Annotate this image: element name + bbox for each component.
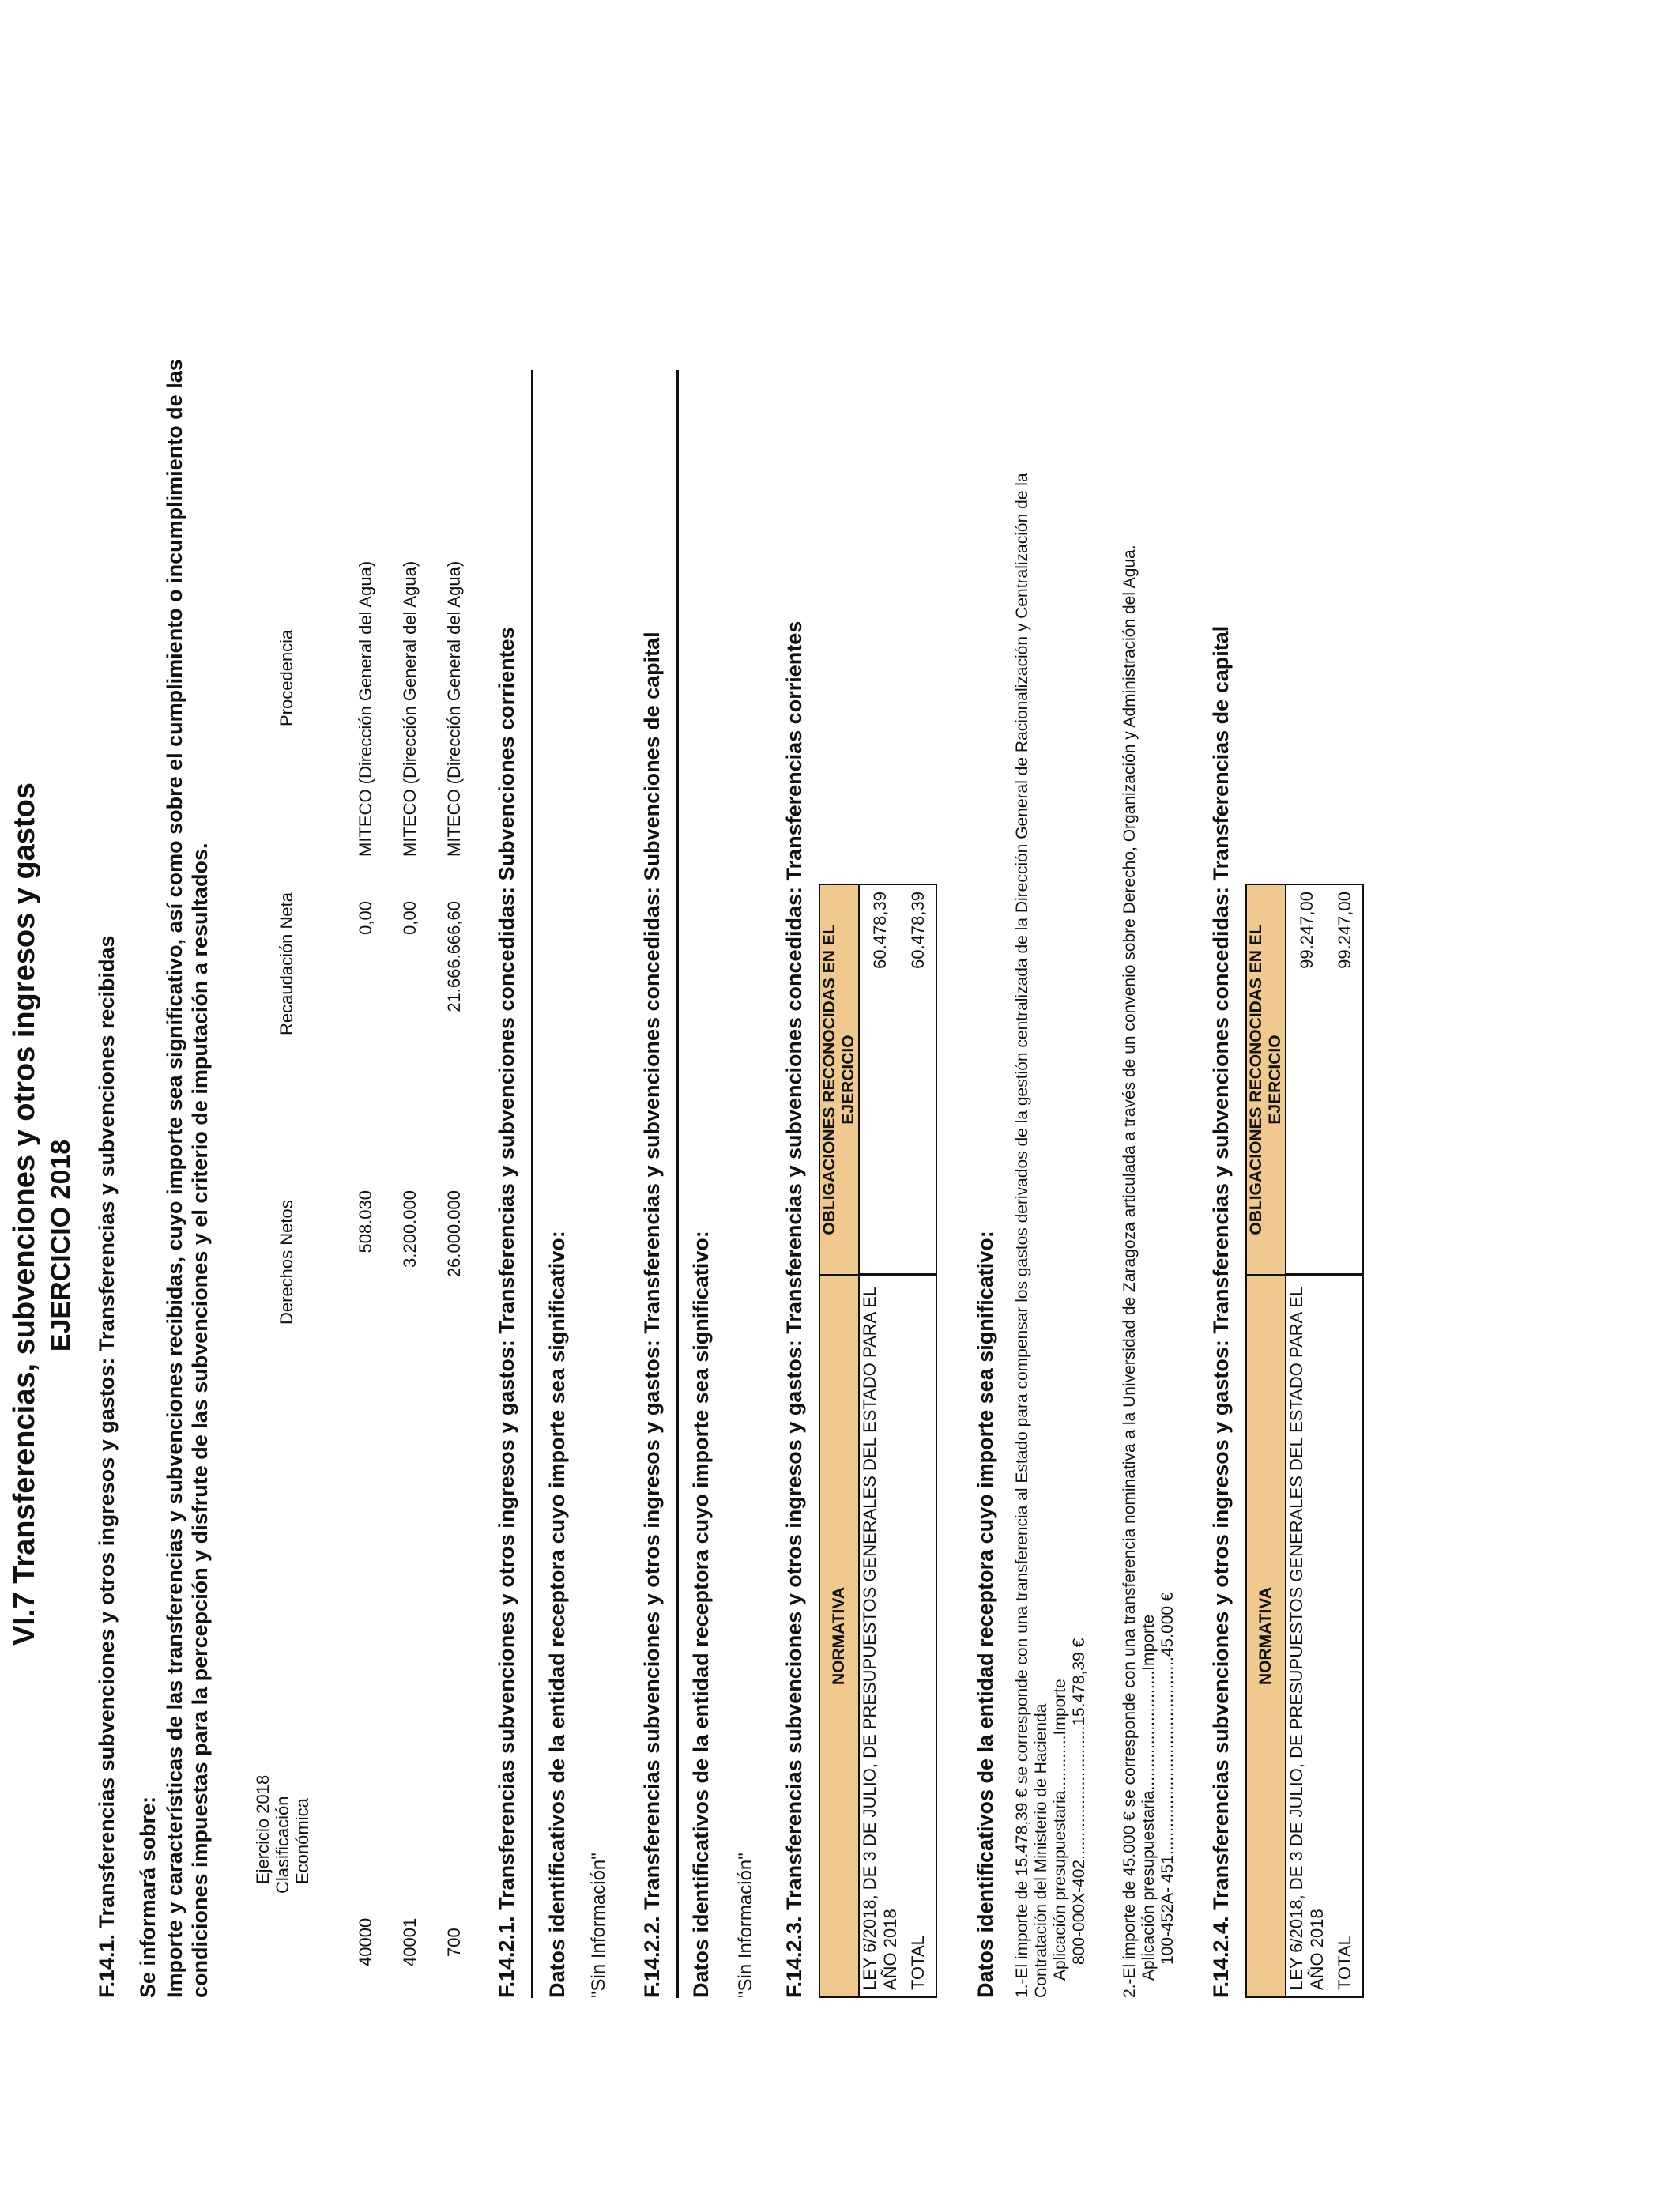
cell-importe: 60.478,39 [859,884,901,1275]
table-row [1328,884,1363,1997]
section-f1423-heading: F.14.2.3. Transferencias subvenciones y otros ingresos y gastos: Transferencias y subvenciones concedidas: Transferencias corrientes [782,620,806,1998]
col-derechos: Derechos Netos [277,1200,296,1325]
table-row [1286,884,1328,1997]
section-f1421-heading: F.14.2.1. Transferencias subvenciones y otros ingresos y gastos: Transferencias y subvenciones concedidas: Subvenciones corrientes [495,627,518,1998]
row3-derechos: 26.000.000 [444,1190,464,1278]
rotated-page: VI.7 Transferencias, subvenciones y otros ingresos y gastos EJERCICIO 2018 F.14.1. Transferencias subvenciones y otros ingresos y gastos: Transferencias y subvenciones recibidas Se informará sobre: Importe y características de las transferencias y subvenciones recibidas, cuyo importe sea significativo, así como sobre el cumplimiento o incumplimiento de las condiciones impuestas para la percepción y disfrute de las subvenciones y el criterio de imputación a resultados. Ejercicio 2018 Clasificación Económica Derechos Netos Recaudación Neta Procedencia 40000 508.030 0,00 MITECO (Dirección General del Agua) 40001 3.200.000 0,00 MITECO (Dirección General del Agua) 700 26.000.000 21.666.666,60 MITECO (Dirección General del Agua) F.14.2.1. Transferencias subvenciones y otros ingresos y gastos: Transferencias y subvenciones concedidas: Subvenciones corrientes Datos identificativos de la entidad receptora cuyo importe sea significativo: "Sin Información" F.14.2.2. Transferencias subvenciones y otros ingresos y gastos: Transferencias y subvenciones concedidas: Subvenciones de capital Datos identificativos de la entidad receptora cuyo importe sea significativo: "Sin Información" F.14.2.3. Transferencias subvenciones y otros ingresos y gastos: Transferencias y subvenciones concedidas: Transferencias corrientes NORMATIVA OBLIGACIONES RECONOCIDAS EN EL EJERCICIO LEY 6/2018, DE 3 DE JULIO, DE PRESUPUESTOS GENERALES DEL ESTADO PARA EL AÑO 2018 60.478,39 TOTAL 60.478,39 Datos identificativos de la entidad receptora cuyo importe sea significativo: 1.-El importe de 15.478,39 € se corresponde con una transferencia al Estado para compensar los gastos derivados de la gestión centralizada de la Dirección General de Racionalización y Centralización de la Contratación del Ministerio de Hacienda Aplicación presupuestaria............Importe 800-000X-402.............................15.478,39 € 2.-El importe de 45.000 € se corresponde con una transferencia nominativa a la Universidad de Zaragoza articulada a través de un convenio sobre Derecho, Organización y Administración del Agua. Aplicación presupuestaria..........................Importe 100-452A- 451...........................................45.000 € F.14.2.4. Transferencias subvenciones y otros ingresos y gastos: Transferencias y subvenciones concedidas: Transferencias de capital NORMATIVA OBLIGACIONES RECONOCIDAS EN EL EJERCICIO LEY 6/2018, DE 3 DE JULIO, DE PRESUPUESTOS GENERALES DEL ESTADO PARA EL AÑO 2018 99.247,00 TOTAL 99.247,00 [0,0,1680,2194]
row2-recaudacion: 0,00 [400,901,420,935]
section-f1422-info: "Sin Información" [735,1853,756,1998]
col-obligaciones: OBLIGACIONES RECONOCIDAS EN EL EJERCICIO [819,884,859,1275]
col-normativa: NORMATIVA [1246,1275,1286,1997]
table-transferencias-capital [1245,884,1364,1998]
table-row [859,884,901,1997]
cell-total: TOTAL [1328,1275,1363,1997]
section-f1422-heading: F.14.2.2. Transferencias subvenciones y otros ingresos y gastos: Transferencias y subvenciones concedidas: Subvenciones de capital [640,631,664,1998]
receptora-heading: Datos identificativos de la entidad receptora cuyo importe sea significativo: [974,1231,997,1998]
cell-normativa: LEY 6/2018, DE 3 DE JULIO, DE PRESUPUESTOS GENERALES DEL ESTADO PARA EL AÑO 2018 [859,1275,901,1997]
table-transferencias-corrientes [819,884,937,1998]
item1-line3: Aplicación presupuestaria............Importe [1051,1679,1069,1981]
col-obligaciones: OBLIGACIONES RECONOCIDAS EN EL EJERCICIO [1246,884,1286,1275]
col-procedencia: Procedencia [277,629,296,726]
section-f141-heading: F.14.1. Transferencias subvenciones y otros ingresos y gastos: Transferencias y subvenciones recibidas [95,935,119,1998]
cell-total-importe: 99.247,00 [1328,884,1363,1275]
cell-importe: 99.247,00 [1286,884,1328,1275]
row1-code: 40000 [356,1917,375,1966]
item1-line1: 1.-El importe de 15.478,39 € se corresponde con una transferencia al Estado para compensar los gastos derivados de la gestión centralizada de la Dirección General de Racionalización y Centralización de la [1013,473,1031,1998]
col-ejercicio: Ejercicio 2018 [253,1774,273,1884]
col-clasificacion: Clasificación [273,1796,292,1894]
row3-procedencia: MITECO (Dirección General del Agua) [444,560,464,857]
row3-recaudacion: 21.666.666,60 [444,901,464,1012]
row2-procedencia: MITECO (Dirección General del Agua) [400,560,420,857]
col-normativa: NORMATIVA [819,1275,859,1997]
row1-derechos: 508.030 [356,1190,375,1253]
row2-derechos: 3.200.000 [400,1190,420,1268]
item2-line3: 100-452A- 451...........................................45.000 € [1158,1592,1177,1965]
item1-line4: 800-000X-402.............................15.478,39 € [1070,1638,1088,1965]
col-recaudacion: Recaudación Neta [277,892,296,1035]
section-f141-intro-line2: condiciones impuestas para la percepción y disfrute de las subvenciones y el criterio de imputación a resultados. [188,843,212,1998]
section-f1424-heading: F.14.2.4. Transferencias subvenciones y otros ingresos y gastos: Transferencias y subvenciones concedidas: Transferencias de capital [1209,625,1233,1998]
section-f1421-sub: Datos identificativos de la entidad receptora cuyo importe sea significativo: [545,1231,569,1998]
section-f1422-sub: Datos identificativos de la entidad receptora cuyo importe sea significativo: [689,1231,713,1998]
table-header [819,884,859,1997]
col-economica: Económica [292,1798,312,1884]
section-f141-intro-line1: Importe y características de las transferencias y subvenciones recibidas, cuyo importe sea significativo, así como sobre el cumplimiento o incumplimiento de las [163,359,186,1998]
item2-line2: Aplicación presupuestaria..........................Importe [1139,1614,1158,1981]
section-f1421-info: "Sin Información" [588,1853,609,1998]
cell-total: TOTAL [901,1275,936,1997]
divider [531,370,533,1998]
row3-code: 700 [444,1928,464,1957]
table-header [1246,884,1286,1997]
divider [676,370,679,1998]
section-f141-intro-label: Se informará sobre: [136,1796,160,1998]
item1-line2: Contratación del Ministerio de Hacienda [1032,1703,1050,1998]
table-row [901,884,936,1997]
row1-recaudacion: 0,00 [356,901,375,935]
item2-line1: 2.-El importe de 45.000 € se corresponde con una transferencia nominativa a la Universidad de Zaragoza articulada a través de un convenio sobre Derecho, Organización y Administración del Agua. [1121,545,1139,1998]
cell-total-importe: 60.478,39 [901,884,936,1275]
row2-code: 40001 [400,1917,420,1966]
cell-normativa: LEY 6/2018, DE 3 DE JULIO, DE PRESUPUESTOS GENERALES DEL ESTADO PARA EL AÑO 2018 [1286,1275,1328,1997]
row1-procedencia: MITECO (Dirección General del Agua) [356,560,375,857]
